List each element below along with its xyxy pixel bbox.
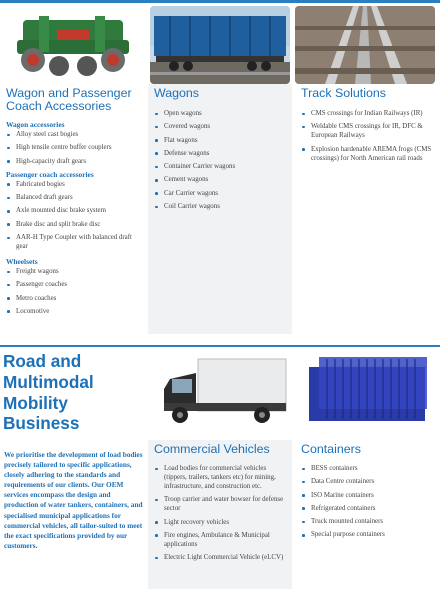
list-item: Balanced draft gears (6, 193, 140, 202)
list-item: Data Centre containers (301, 477, 434, 486)
list-item: Freight wagons (6, 267, 140, 276)
commercial-vehicles-section (148, 440, 292, 566)
road-intro-text: We prioritise the development of load bodies precisely tailored to specific applications, closely adhering to the standards and requirements of our clients. Our OEM services encompass the design and production of water tankers, containers, and specialised municipal applications for commercial vehicles, all tailor-suited to meet the exact specifications provided by our customers. (4, 450, 143, 550)
containers-section (295, 440, 440, 544)
list-item: Flat wagons (154, 136, 286, 145)
list-item: Electric Light Commercial Vehicle (eLCV) (154, 553, 286, 562)
list-item: ISO Marine containers (301, 491, 434, 500)
wagon-accessories-list (6, 130, 140, 166)
truck-image (150, 353, 290, 431)
wagons-title: Wagons (154, 86, 199, 100)
wagons-list (148, 104, 292, 211)
track-solutions-title: Track Solutions (295, 84, 440, 104)
commercial-vehicles-list (148, 460, 292, 562)
list-item: Covered wagons (154, 122, 286, 131)
section-divider (0, 345, 440, 347)
list-item: Truck mounted containers (301, 517, 434, 526)
list-item: BESS containers (301, 464, 434, 473)
track-solutions-section (295, 84, 440, 167)
track-image (295, 6, 435, 84)
track-solutions-list (295, 104, 440, 163)
list-item: Alloy steel cast bogies (6, 130, 140, 139)
list-item: Open wagons (154, 109, 286, 118)
bogie-image (3, 6, 143, 84)
road-title-line3: Mobility (3, 392, 68, 413)
list-item: Brake disc and split brake disc (6, 220, 140, 229)
road-title-line4: Business (3, 413, 80, 434)
wheelsets-list (6, 267, 140, 316)
list-item: Cement wagons (154, 175, 286, 184)
list-item: Fabricated bogies (6, 180, 140, 189)
list-item: Axle mounted disc brake system (6, 206, 140, 215)
list-item: Locomotive (6, 307, 140, 316)
passenger-coach-list (6, 180, 140, 251)
list-item: High tensile centre buffer couplers (6, 143, 140, 152)
top-rule (0, 0, 440, 3)
list-item: Light recovery vehicles (154, 518, 286, 527)
list-item: Fire engines, Ambulance & Municipal applications (154, 531, 286, 549)
road-mobility-title (3, 351, 133, 434)
list-item: Special purpose containers (301, 530, 434, 539)
list-item: Refrigerated containers (301, 504, 434, 513)
list-item: Defense wagons (154, 149, 286, 158)
list-item: Troop carrier and water bowser for defense sector (154, 495, 286, 513)
list-item: Coil Carrier wagons (154, 202, 286, 211)
wheelsets-heading: Wheelsets (6, 257, 38, 267)
passenger-coach-heading: Passenger coach accessories (6, 169, 94, 179)
list-item: Car Carrier wagons (154, 189, 286, 198)
list-item: Container Carrier wagons (154, 162, 286, 171)
list-item: Passenger coaches (6, 280, 140, 289)
containers-list (295, 460, 440, 539)
list-item: CMS crossings for Indian Railways (IR) (301, 109, 434, 118)
wagons-section (148, 84, 292, 215)
container-image (295, 353, 435, 431)
list-item: High-capacity draft gears (6, 157, 140, 166)
wagon-image (150, 6, 290, 84)
containers-title: Containers (295, 440, 440, 460)
commercial-vehicles-title: Commercial Vehicles (154, 442, 270, 456)
list-item: Load bodies for commercial vehicles (tippers, trailers, tankers etc) for mining, infrastructure, and construction etc. (154, 464, 286, 491)
wagon-accessories-section (0, 84, 146, 320)
road-title-line1: Road and (3, 351, 82, 371)
list-item: Metro coaches (6, 294, 140, 303)
wagon-section-title (0, 84, 146, 117)
list-item: AAR-H Type Coupler with balanced draft gear (6, 233, 140, 251)
wagon-accessories-heading: Wagon accessories (6, 120, 65, 129)
list-item: Weldable CMS crossings for IR, DFC & European Railways (301, 122, 434, 140)
wagon-title-line2: Coach Accessories (6, 99, 112, 113)
road-title-line2: Multimodal (3, 371, 94, 392)
wagon-title-line1: Wagon and Passenger (6, 86, 132, 100)
list-item: Explosion hardenable AREMA frogs (CMS crossings) for North American rail roads (301, 145, 434, 163)
